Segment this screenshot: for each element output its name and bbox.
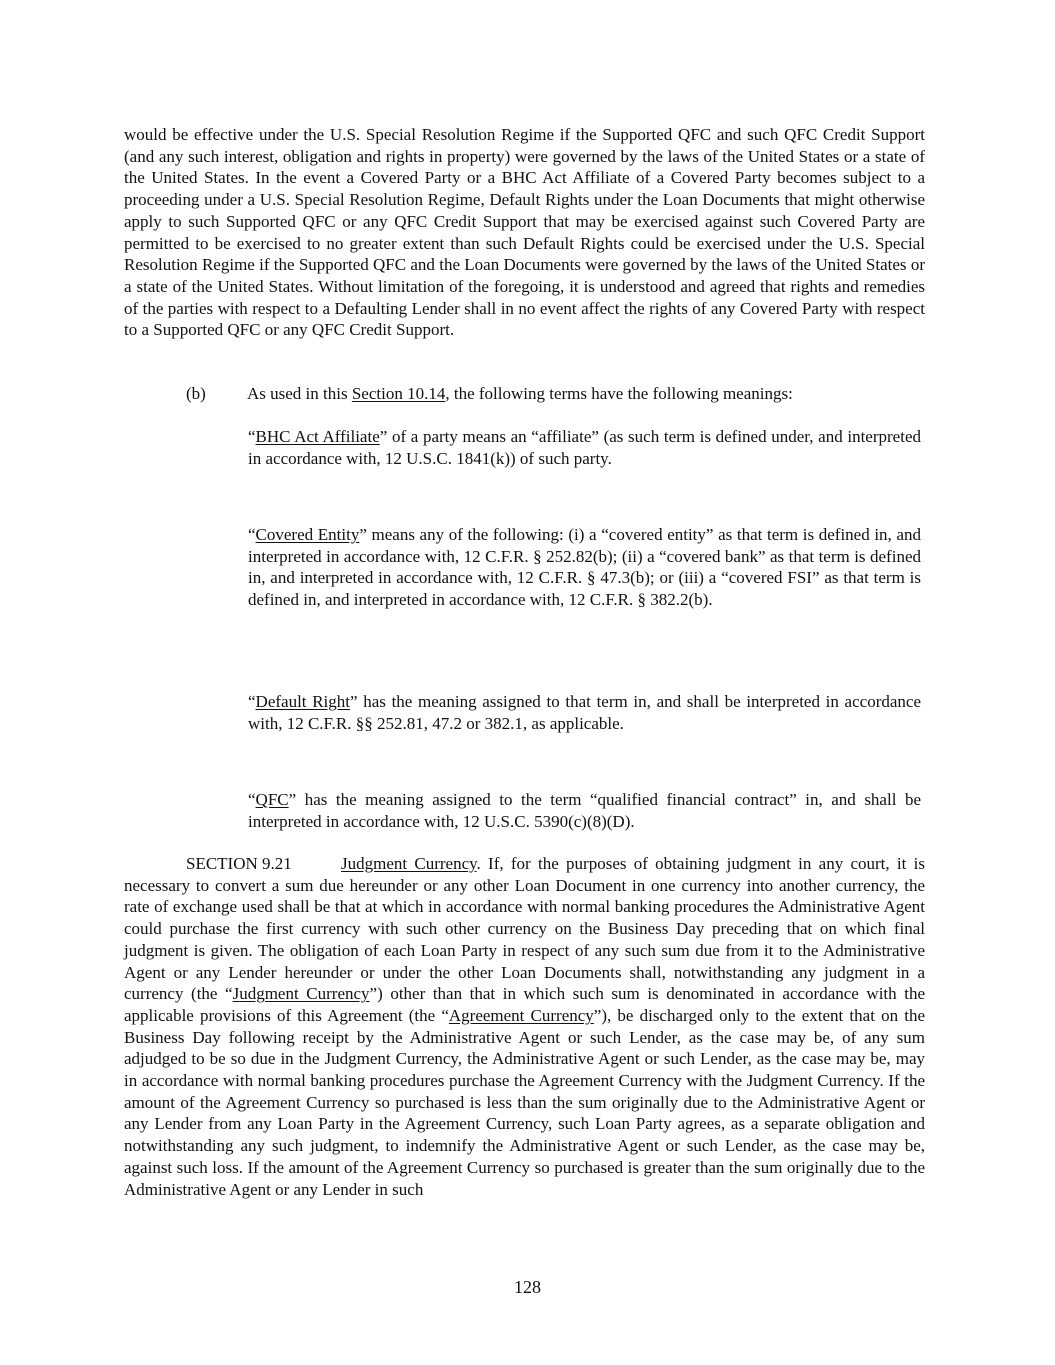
section-heading: Judgment Currency xyxy=(341,854,477,873)
clause-b-prefix: As used in this xyxy=(247,384,352,403)
definition-open-quote: “ xyxy=(248,525,256,544)
section-10-14-reference: Section 10.14 xyxy=(351,384,446,403)
intro-paragraph: would be effective under the U.S. Special Resolution Regime if the Supported QFC and such QFC Credit Support (and any such interest, obligation and rights in property) were governed by the laws of the United States or a state of the United States. In the event a Covered Party or a BHC Act Affiliate of a Covered Party becomes subject to a proceeding under a U.S. Special Resolution Regime, Default Rights under the Loan Documents that might otherwise apply to such Supported QFC or any QFC Credit Support that may be exercised against such Covered Party are permitted to be exercised to no greater extent than such Default Rights could be exercised under the U.S. Special Resolution Regime if the Supported QFC and the Loan Documents were governed by the laws of the United States or a state of the United States. Without limitation of the foregoing, it is understood and agreed that rights and remedies of the parties with respect to a Defaulting Lender shall in no event affect the rights of any Covered Party with respect to a Supported QFC or any QFC Credit Support. xyxy=(124,125,925,340)
section-text-1: . If, for the purposes of obtaining judgment in any court, it is necessary to convert a sum due hereunder or any other Loan Document in one currency into another currency, the rate of exchange used shall be that at which in accordance with normal banking procedures the Administrative Agent could purchase the first currency with such other currency on the Business Day preceding that on which final judgment is given. The obligation of each Loan Party in respect of any such sum due from it to the Administrative Agent or any Lender hereunder or under the other Loan Documents shall, notwithstanding any judgment in a currency (the “ xyxy=(124,854,925,1004)
definition-default-right xyxy=(248,691,921,734)
section-number: SECTION 9.21 xyxy=(186,854,292,873)
definition-open-quote: “ xyxy=(248,692,256,711)
clause-b-label: (b) xyxy=(186,384,206,403)
defined-term: QFC xyxy=(255,790,289,809)
defined-term: Covered Entity xyxy=(255,525,360,544)
definition-text: ” has the meaning assigned to the term “qualified financial contract” in, and shall be interpreted in accordance with, 12 U.S.C. 5390(c)(8)(D). xyxy=(248,790,921,831)
section-text-2: ”) other than that in which such sum is denominated in accordance with the applicable provisions of this Agreement (the “ xyxy=(124,984,925,1025)
clause-b-text xyxy=(247,383,793,405)
definition-bhc-act-affiliate xyxy=(248,426,921,469)
definition-text: ” has the meaning assigned to that term in, and shall be interpreted in accordance with, 12 C.F.R. §§ 252.81, 47.2 or 382.1, as applicable. xyxy=(248,692,921,733)
defined-term: BHC Act Affiliate xyxy=(255,427,380,446)
term-agreement-currency: Agreement Currency xyxy=(448,1005,594,1025)
definition-text: ” means any of the following: (i) a “covered entity” as that term is defined in, and interpreted in accordance with, 12 C.F.R. § 252.82(b); (ii) a “covered bank” as that term is defined in, and interpreted in accordance with, 12 C.F.R. § 47.3(b); or (iii) a “covered FSI” as that term is defined in, and interpreted in accordance with, 12 C.F.R. § 382.2(b). xyxy=(248,525,921,610)
definition-open-quote: “ xyxy=(248,427,256,446)
section-text-3: ”), be discharged only to the extent that on the Business Day following receipt by the Administrative Agent or such Lender, as the case may be, of any sum adjudged to be so due in the Judgment Currency, the Administrative Agent or such Lender, as the case may be, may in accordance with normal banking procedures purchase the Agreement Currency with the Judgment Currency. If the amount of the Agreement Currency so purchased is less than the sum originally due to the Administrative Agent or any Lender from any Loan Party in the Agreement Currency, such Loan Party agrees, as a separate obligation and notwithstanding any such judgment, to indemnify the Administrative Agent or such Lender, as the case may be, against such loss. If the amount of the Agreement Currency so purchased is greater than the sum originally due to the Administrative Agent or any Lender in such xyxy=(124,1005,925,1199)
definition-qfc xyxy=(248,789,921,832)
section-9-21-paragraph xyxy=(124,853,925,1200)
defined-term: Default Right xyxy=(255,692,350,711)
definition-covered-entity xyxy=(248,524,921,611)
page-number: 128 xyxy=(514,1277,541,1297)
definition-open-quote: “ xyxy=(248,790,256,809)
clause-b-suffix: , the following terms have the following meanings: xyxy=(445,384,793,403)
definition-text: ” of a party means an “affiliate” (as such term is defined under, and interpreted in accordance with, 12 U.S.C. 1841(k)) of such party. xyxy=(248,427,921,468)
term-judgment-currency: Judgment Currency xyxy=(232,984,370,1004)
